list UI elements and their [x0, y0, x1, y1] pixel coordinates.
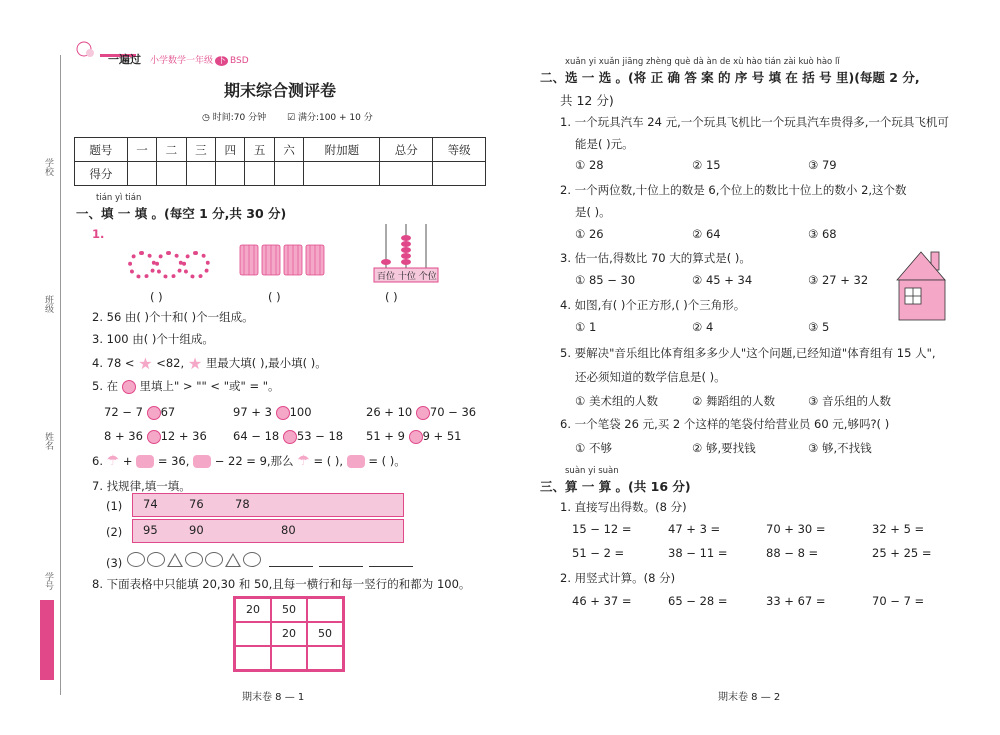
option[interactable]: ① 26 [575, 227, 604, 241]
grid-cell[interactable] [271, 646, 307, 670]
q5-item: 72 − 7 67 [104, 405, 176, 419]
answer-circle[interactable] [409, 430, 423, 444]
oval-shape [127, 552, 145, 567]
q2-text: 2. 56 由( )个十和( )个一组成。 [92, 310, 254, 324]
calc-item: 88 − 8 = [766, 546, 819, 560]
s3-q2: 2. 用竖式计算。(8 分) [560, 571, 676, 585]
option[interactable]: ① 28 [575, 158, 604, 172]
s3-title: 三、算 一 算 。(共 16 分) [540, 479, 691, 494]
calc-item: 70 − 7 = [872, 594, 925, 608]
score-row-label: 得分 [75, 162, 128, 186]
option[interactable]: ① 1 [575, 320, 597, 334]
star-icon: ★ [187, 354, 203, 373]
grid-cell[interactable] [235, 646, 271, 670]
bead-ring [182, 251, 210, 279]
score-header: 等级 [433, 138, 486, 162]
score-header: 三 [186, 138, 215, 162]
exam-time: ◷ 时间:70 分钟 [202, 113, 267, 123]
pattern-value: 76 [189, 497, 204, 511]
option[interactable]: ① 美术组的人数 [575, 394, 658, 408]
grid-cell[interactable] [307, 646, 343, 670]
q8-text: 8. 下面表格中只能填 20,30 和 50,且每一横行和每一竖行的和都为 100。 [92, 577, 471, 591]
q1-blank-3[interactable]: ( ) [385, 290, 398, 304]
answer-circle[interactable] [276, 406, 290, 420]
calc-item: 70 + 30 = [766, 522, 826, 536]
grid-cell[interactable]: 50 [307, 622, 343, 646]
margin-brand-bar [40, 600, 54, 680]
option[interactable]: ③ 5 [808, 320, 830, 334]
s2-q3: 3. 估一估,得数比 70 大的算式是( )。 [560, 251, 751, 265]
q5-item: 97 + 3 100 [233, 405, 312, 419]
oval-shape [243, 552, 261, 567]
q5-item: 26 + 10 70 − 36 [366, 405, 477, 419]
grid-cell[interactable] [307, 598, 343, 622]
option[interactable]: ③ 音乐组的人数 [808, 394, 891, 408]
exam-score: ☑ 满分:100 + 10 分 [287, 113, 373, 123]
score-cell[interactable] [186, 162, 215, 186]
calc-item: 33 + 67 = [766, 594, 826, 608]
score-table [74, 137, 486, 186]
option[interactable]: ② 45 + 34 [692, 273, 753, 287]
option[interactable]: ② 15 [692, 158, 721, 172]
answer-circle[interactable] [147, 430, 161, 444]
pattern-value: 78 [235, 497, 250, 511]
option[interactable]: ② 64 [692, 227, 721, 241]
oval-shape [185, 552, 203, 567]
stick-bundles-icon [238, 243, 328, 277]
score-header: 一 [127, 138, 156, 162]
score-header: 附加题 [304, 138, 380, 162]
cat-icon [347, 455, 365, 468]
score-header: 五 [245, 138, 274, 162]
q5-item: 51 + 9 9 + 51 [366, 429, 462, 443]
s3-q1: 1. 直接写出得数。(8 分) [560, 500, 687, 514]
grid-cell[interactable]: 20 [271, 622, 307, 646]
q7-row2-label: (2) [106, 525, 123, 539]
oval-shape [205, 552, 223, 567]
s2-q1b: 能是( )元。 [575, 137, 634, 151]
calc-item: 15 − 12 = [572, 522, 632, 536]
q3-text: 3. 100 由( )个十组成。 [92, 332, 214, 346]
subject: 小学数学一年级 下 BSD [150, 56, 249, 66]
calc-item: 38 − 11 = [668, 546, 728, 560]
bead-ring [155, 251, 183, 279]
bead-ring [128, 251, 156, 279]
s2-q5: 5. 要解决"音乐组比体育组多多少人"这个问题,已经知道"体育组有 15 人", [560, 346, 936, 360]
calc-item: 46 + 37 = [572, 594, 632, 608]
calc-item: 65 − 28 = [668, 594, 728, 608]
pattern-value: 95 [143, 523, 158, 537]
option[interactable]: ③ 68 [808, 227, 837, 241]
score-cell[interactable] [245, 162, 274, 186]
umbrella-icon: ☂ [297, 453, 310, 469]
pattern-value: 80 [281, 523, 296, 537]
score-cell[interactable] [304, 162, 380, 186]
answer-circle[interactable] [147, 406, 161, 420]
score-cell[interactable] [380, 162, 433, 186]
option[interactable]: ② 舞蹈组的人数 [692, 394, 775, 408]
score-header: 六 [274, 138, 303, 162]
score-cell[interactable] [433, 162, 486, 186]
answer-circle[interactable] [283, 430, 297, 444]
option[interactable]: ③ 27 + 32 [808, 273, 869, 287]
s2-q1: 1. 一个玩具汽车 24 元,一个玩具飞机比一个玩具汽车贵得多,一个玩具飞机可 [560, 115, 949, 129]
abacus-labels: 百位 十位 个位 [377, 272, 437, 282]
q4-text: 4. 78 < ★ <82, ★ 里最大填( ),最小填( )。 [92, 354, 327, 373]
pattern-value: 74 [143, 497, 158, 511]
score-header: 题号 [75, 138, 128, 162]
triangle-shape [225, 553, 241, 567]
score-cell[interactable] [157, 162, 186, 186]
q5-item: 64 − 18 53 − 18 [233, 429, 344, 443]
q1-label: 1. [92, 227, 105, 241]
answer-blank[interactable] [369, 554, 413, 567]
option[interactable]: ① 85 − 30 [575, 273, 636, 287]
option[interactable]: ③ 够,不找钱 [808, 441, 872, 455]
calc-item: 32 + 5 = [872, 522, 925, 536]
s1-title: 一、填 一 填 。(每空 1 分,共 30 分) [76, 206, 287, 221]
pattern-row-1 [132, 493, 404, 517]
s2-q4: 4. 如图,有( )个正方形,( )个三角形。 [560, 298, 746, 312]
score-header: 四 [216, 138, 245, 162]
s2-q2: 2. 一个两位数,十位上的数是 6,个位上的数比十位上的数小 2,这个数 [560, 183, 907, 197]
s1-pinyin: tián yì tián [96, 193, 142, 203]
exam-title: 期末综合测评卷 [224, 81, 337, 100]
grid-cell[interactable] [235, 622, 271, 646]
score-cell[interactable] [216, 162, 245, 186]
oval-shape [147, 552, 165, 567]
option[interactable]: ② 4 [692, 320, 714, 334]
s2-q5b: 还必须知道的数学信息是( )。 [575, 370, 726, 384]
score-cell[interactable] [127, 162, 156, 186]
margin-name: 姓名 [43, 432, 53, 450]
score-header: 二 [157, 138, 186, 162]
s2-title: 二、选 一 选 。(将 正 确 答 案 的 序 号 填 在 括 号 里)(每题 2 分, [540, 70, 920, 85]
q1-blank-1[interactable]: ( ) [150, 290, 163, 304]
q5-text: 5. 在 里填上" > "" < "或" = "。 [92, 379, 280, 393]
q1-blank-2[interactable]: ( ) [268, 290, 281, 304]
q7-text: 7. 找规律,填一填。 [92, 479, 191, 493]
score-header: 总分 [380, 138, 433, 162]
s3-pinyin: suàn yi suàn [565, 466, 619, 476]
footer-right: 期末卷 8 — 2 [718, 692, 781, 703]
answer-blank[interactable] [319, 554, 363, 567]
brand-name: 一遍过 [108, 53, 141, 66]
margin-class: 班级 [43, 295, 53, 313]
q8-grid [233, 596, 345, 672]
cat-icon [136, 455, 154, 468]
pattern-row-2 [132, 519, 404, 543]
star-icon: ★ [138, 354, 153, 373]
q6-text: 6. ☂ + = 36, − 22 = 9,那么 ☂ = ( ), = ( )。 [92, 453, 406, 469]
house-icon [895, 248, 951, 324]
s2-q6: 6. 一个笔袋 26 元,买 2 个这样的笔袋付给营业员 60 元,够吗?( ) [560, 417, 890, 431]
s2-title2: 共 12 分) [560, 93, 614, 108]
margin-school: 学校 [43, 158, 53, 176]
s2-q2b: 是( )。 [575, 205, 611, 219]
calc-item: 25 + 25 = [872, 546, 932, 560]
pattern-value: 90 [189, 523, 204, 537]
option[interactable]: ③ 79 [808, 158, 837, 172]
s2-pinyin: xuǎn yi xuǎn jiāng zhèng què dà àn de xù hào tián zài kuò hào lǐ [565, 57, 840, 67]
grid-cell[interactable]: 20 [235, 598, 271, 622]
umbrella-icon: ☂ [106, 453, 120, 469]
triangle-shape [167, 553, 183, 567]
q5-item: 8 + 36 12 + 36 [104, 429, 207, 443]
answer-blank[interactable] [269, 554, 313, 567]
margin-number: 学号 [43, 572, 53, 590]
margin-line [60, 55, 61, 695]
answer-circle[interactable] [416, 406, 430, 420]
option[interactable]: ② 够,要找钱 [692, 441, 756, 455]
cat-icon [193, 455, 211, 468]
option[interactable]: ① 不够 [575, 441, 612, 455]
calc-item: 47 + 3 = [668, 522, 721, 536]
q7-row1-label: (1) [106, 499, 123, 513]
circle-icon [122, 380, 136, 394]
footer-left: 期末卷 8 — 1 [242, 692, 305, 703]
calc-item: 51 − 2 = [572, 546, 625, 560]
q7-row3: (3) [106, 552, 416, 570]
grid-cell[interactable]: 50 [271, 598, 307, 622]
score-cell[interactable] [274, 162, 303, 186]
